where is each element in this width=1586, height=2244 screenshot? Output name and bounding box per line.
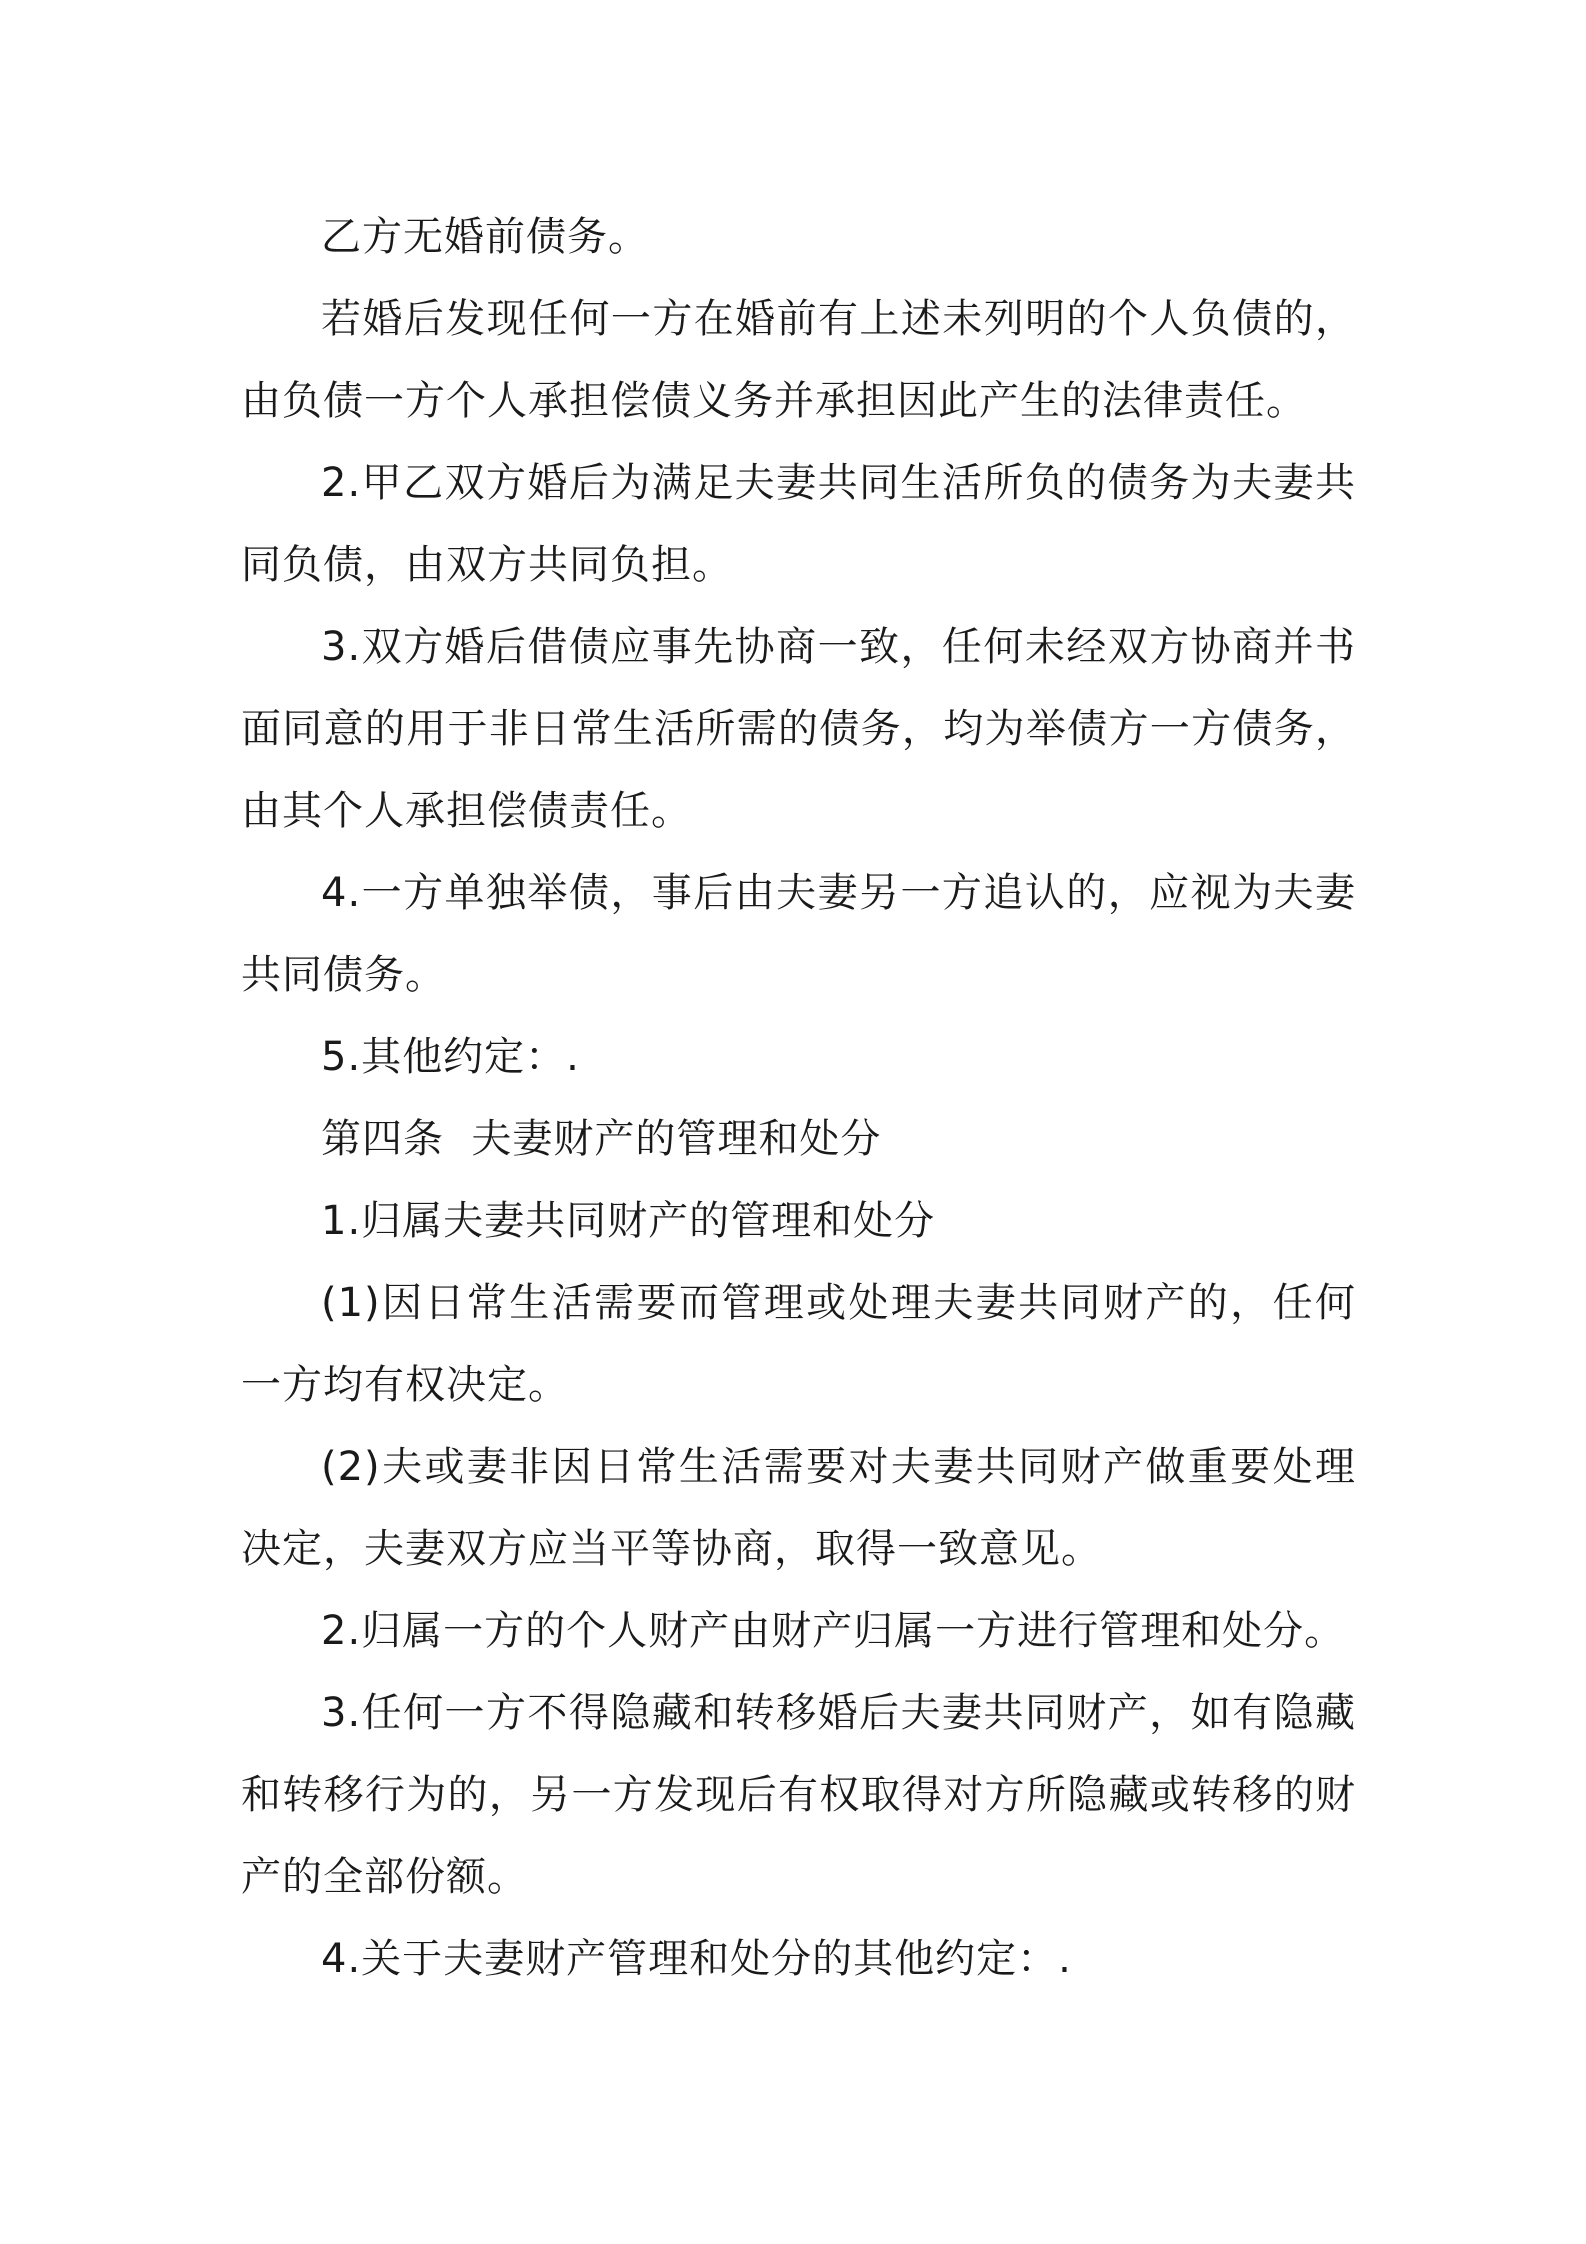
paragraph-clause-4: 4.一方单独举债，事后由夫妻另一方追认的，应视为夫妻共同债务。 — [241, 870, 1356, 998]
paragraph-premarital-debt: 若婚后发现任何一方在婚前有上述未列明的个人负债的，由负债一方个人承担偿债义务并承担因此产生的法律责任。 — [241, 296, 1356, 424]
paragraph-4-4: 4.关于夫妻财产管理和处分的其他约定：. — [321, 1936, 1072, 1982]
paragraph-clause-2: 2.甲乙双方婚后为满足夫妻共同生活所负的债务为夫妻共同负债，由双方共同负担。 — [241, 460, 1356, 588]
paragraph-debt-none: 乙方无婚前债务。 — [321, 214, 649, 260]
paragraph-clause-3: 3.双方婚后借债应事先协商一致，任何未经双方协商并书面同意的用于非日常生活所需的债务，均为举债方一方债务，由其个人承担偿债责任。 — [241, 624, 1356, 834]
paragraph-4-3: 3.任何一方不得隐藏和转移婚后夫妻共同财产，如有隐藏和转移行为的，另一方发现后有权取得对方所隐藏或转移的财产的全部份额。 — [241, 1690, 1356, 1900]
paragraph-4-2: 2.归属一方的个人财产由财产归属一方进行管理和处分。 — [321, 1608, 1346, 1654]
paragraph-clause-5: 5.其他约定：. — [321, 1034, 580, 1080]
paragraph-4-1-2: (2)夫或妻非因日常生活需要对夫妻共同财产做重要处理决定，夫妻双方应当平等协商，取得一致意见。 — [241, 1444, 1356, 1572]
paragraph-4-1-1: (1)因日常生活需要而管理或处理夫妻共同财产的，任何一方均有权决定。 — [241, 1280, 1356, 1408]
section-heading-article-4: 第四条 夫妻财产的管理和处分 — [321, 1116, 882, 1162]
paragraph-4-1: 1.归属夫妻共同财产的管理和处分 — [321, 1198, 936, 1244]
